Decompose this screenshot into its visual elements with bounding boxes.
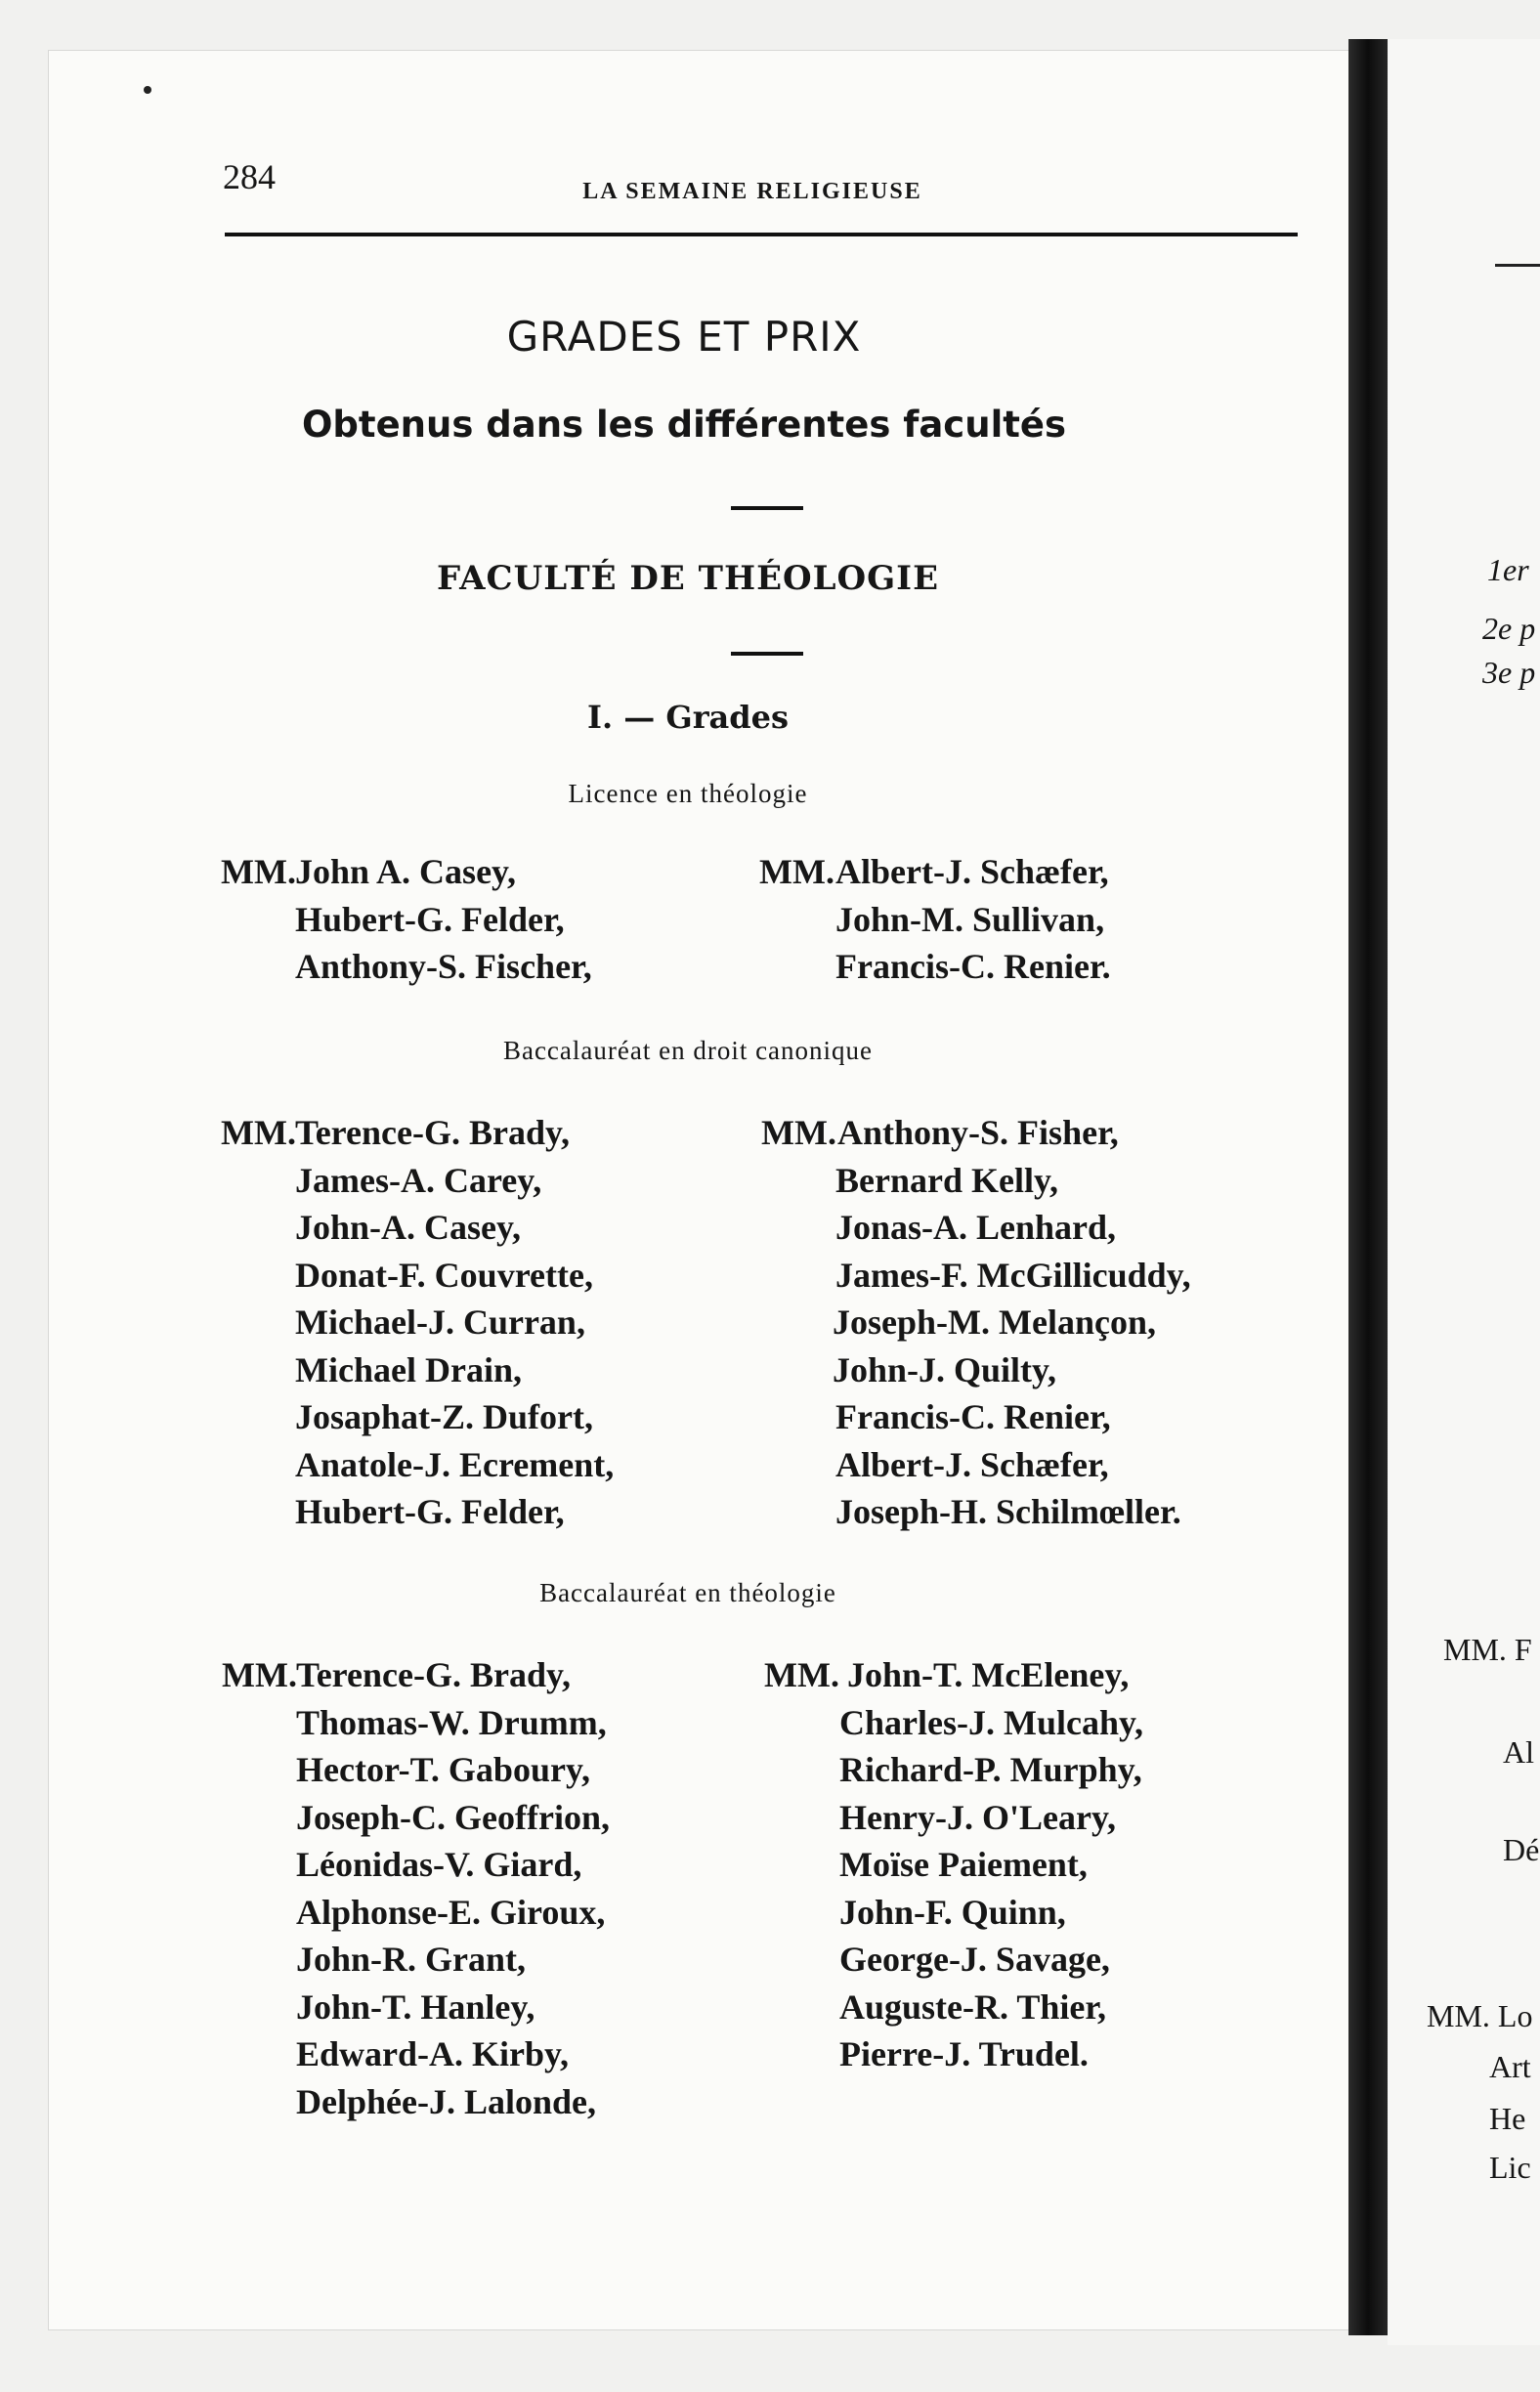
facing-fragment: 3e p xyxy=(1482,655,1536,690)
mm-label: MM. xyxy=(761,1113,836,1152)
facing-fragment: He xyxy=(1489,2101,1526,2136)
group-heading-licence: Licence en théologie xyxy=(568,779,808,808)
list-item: John-F. Quinn, xyxy=(839,1892,1066,1932)
header-rule xyxy=(225,233,1298,236)
list-item: Delphée-J. Lalonde, xyxy=(296,2081,597,2121)
list-item: Richard-P. Murphy, xyxy=(839,1750,1142,1789)
group-heading-theologie: Baccalauréat en théologie xyxy=(539,1578,836,1607)
list-item: John A. Casey, xyxy=(295,852,517,891)
list-item: Joseph-H. Schilmœller. xyxy=(835,1492,1181,1531)
list-item: Hubert-G. Felder, xyxy=(295,899,565,939)
mm-label: MM. xyxy=(759,852,834,891)
list-item: Michael-J. Curran, xyxy=(295,1303,585,1342)
mm-label: MM. xyxy=(764,1655,839,1694)
list-item: Donat-F. Couvrette, xyxy=(295,1255,593,1295)
list-item: Jonas-A. Lenhard, xyxy=(835,1208,1117,1247)
list-item: Thomas-W. Drumm, xyxy=(296,1702,607,1742)
list-item: James-A. Carey, xyxy=(295,1160,542,1200)
list-item: Edward-A. Kirby, xyxy=(296,2034,570,2073)
facing-fragment: Art xyxy=(1489,2049,1531,2084)
list-item: Albert-J. Schæfer, xyxy=(835,1444,1109,1484)
faculty-heading: FACULTÉ DE THÉOLOGIE xyxy=(437,559,939,598)
facing-fragment: 1er xyxy=(1487,552,1529,587)
group-heading-droit-canonique: Baccalauréat en droit canonique xyxy=(502,1036,874,1065)
list-item: Francis-C. Renier. xyxy=(835,947,1111,986)
list-item: Alphonse-E. Giroux, xyxy=(296,1892,606,1932)
list-item: Bernard Kelly, xyxy=(835,1160,1058,1200)
main-page xyxy=(49,51,1405,2329)
mm-label: MM. xyxy=(221,852,296,891)
list-item: Hector-T. Gaboury, xyxy=(296,1750,590,1789)
facing-fragment: Al xyxy=(1503,1734,1534,1770)
divider-rule xyxy=(731,506,803,510)
facing-fragment: 2e p xyxy=(1482,611,1536,646)
section-heading: I. — Grades xyxy=(586,699,790,736)
list-item: Terence-G. Brady, xyxy=(295,1113,570,1152)
page-number: 284 xyxy=(223,157,276,196)
list-item: Pierre-J. Trudel. xyxy=(839,2034,1089,2073)
facing-fragment: Dé xyxy=(1503,1832,1540,1867)
list-item: Henry-J. O'Leary, xyxy=(839,1797,1116,1837)
divider-rule xyxy=(731,652,803,656)
list-item: John-R. Grant, xyxy=(296,1940,527,1979)
list-item: John-J. Quilty, xyxy=(833,1349,1057,1389)
list-item: Charles-J. Mulcahy, xyxy=(839,1702,1143,1742)
list-item: Auguste-R. Thier, xyxy=(839,1986,1107,2027)
facing-page-rule xyxy=(1495,264,1540,267)
list-item: Michael Drain, xyxy=(295,1349,522,1389)
list-item: Anthony-S. Fischer, xyxy=(295,947,592,986)
list-item: Moïse Paiement, xyxy=(839,1845,1088,1884)
mm-label: MM. xyxy=(222,1655,297,1694)
list-item: John-T. Hanley, xyxy=(296,1986,535,2027)
facing-fragment: Lic xyxy=(1489,2150,1531,2185)
facing-page xyxy=(1388,39,1540,2345)
book-gutter xyxy=(1348,39,1388,2335)
facing-fragment: MM. Lo xyxy=(1427,1998,1533,2033)
list-item: Anthony-S. Fisher, xyxy=(837,1113,1119,1152)
list-item: John-A. Casey, xyxy=(295,1208,522,1247)
running-title xyxy=(0,179,1540,205)
list-item: James-F. McGillicuddy, xyxy=(835,1255,1191,1295)
list-item: Francis-C. Renier, xyxy=(835,1397,1111,1436)
list-item: Albert-J. Schæfer, xyxy=(835,852,1109,891)
ink-speck xyxy=(144,86,151,94)
list-item: Josaphat-Z. Dufort, xyxy=(295,1397,594,1436)
running-title-text: LA SEMAINE RELIGIEUSE xyxy=(582,179,922,204)
list-item: Joseph-M. Melançon, xyxy=(833,1303,1156,1342)
list-item: George-J. Savage, xyxy=(839,1940,1110,1979)
list-item: John-T. McEleney, xyxy=(847,1655,1130,1694)
list-item: Joseph-C. Geoffrion, xyxy=(296,1797,610,1837)
list-item: Léonidas-V. Giard, xyxy=(296,1845,582,1884)
page-title: GRADES ET PRIX xyxy=(506,313,862,361)
list-item: Terence-G. Brady, xyxy=(296,1655,571,1694)
page-subtitle: Obtenus dans les différentes facultés xyxy=(301,404,1067,446)
list-item: John-M. Sullivan, xyxy=(835,899,1105,939)
facing-fragment: MM. F xyxy=(1443,1632,1532,1667)
list-item: Hubert-G. Felder, xyxy=(295,1492,565,1531)
mm-label: MM. xyxy=(221,1113,296,1152)
list-item: Anatole-J. Ecrement, xyxy=(295,1444,615,1484)
